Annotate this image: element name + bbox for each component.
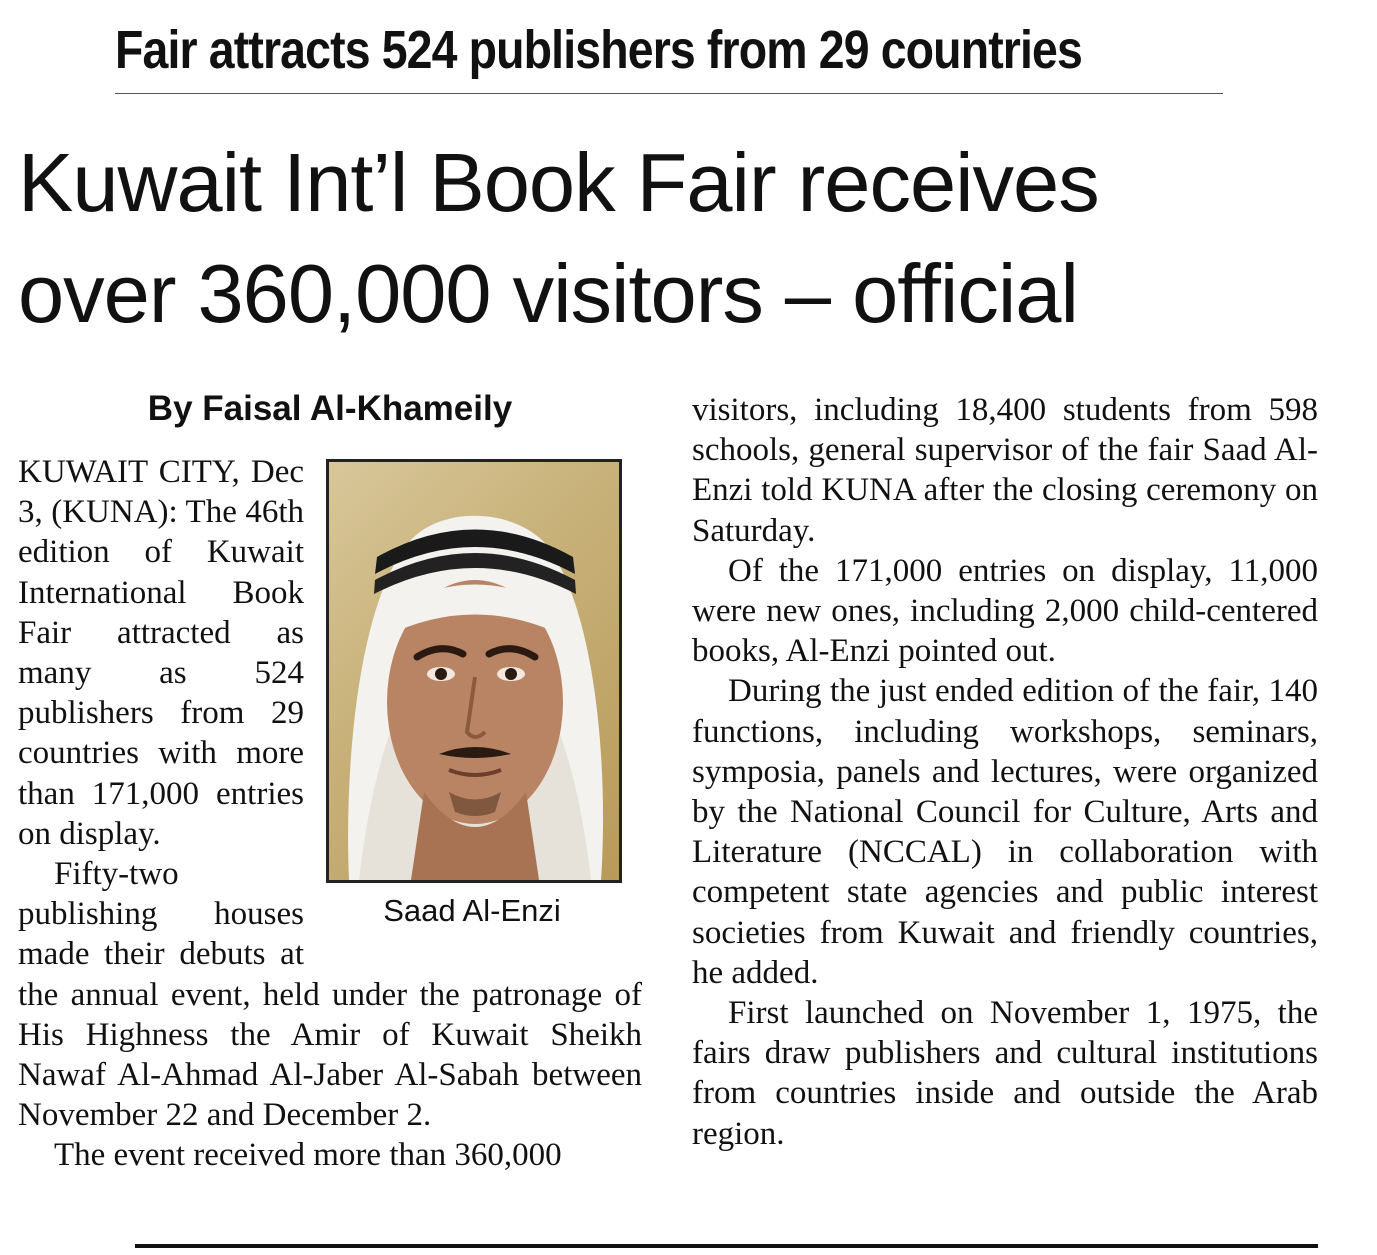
headline-line-2: over 360,000 visitors – official [18,247,1078,340]
photo-caption: Saad Al-Enzi [383,893,561,928]
photo-block [324,459,642,967]
article-column-left [18,452,642,1222]
headline-line-1: Kuwait Int’l Book Fair receives [18,136,1099,229]
paragraph-right-1: visitors, including 18,400 students from 598 schools, general supervisor of the fair Saad Al-Enzi told KUNA after the closing ceremony on Saturday. [692,392,1318,549]
article-column-right [692,390,1318,1220]
portrait-illustration [329,462,619,880]
portrait-photo [326,459,622,883]
paragraph-right-4: First launched on November 1, 1975, the fairs draw publishers and cultural institutions from countries inside and outside the Arab region. [692,995,1318,1152]
bottom-divider [135,1244,1318,1248]
kicker-headline: Fair attracts 524 publishers from 29 countries [115,20,1083,80]
paragraph-right-3: During the just ended edition of the fair, 140 functions, including workshops, seminars, symposia, panels and lectures, were organized by the National Council for Culture, Arts and Literature (NCCAL) in collaboration with competent state agencies and public interest societies from Kuwait and friendly countries, he added. [692,673,1318,991]
paragraph-left-3: The event received more than 360,000 [54,1137,562,1174]
kicker-divider [115,93,1223,94]
paragraph-left-2: Fifty-two publishing houses made their debuts at the annual event, held under the patronage of His Highness the Amir of Kuwait Sheikh Nawaf Al-Ahmad Al-Jaber Al-Sabah between November 22 and December 2. [18,856,642,1134]
paragraph-right-2: Of the 171,000 entries on display, 11,000 were new ones, including 2,000 child-centered books, Al-Enzi pointed out. [692,552,1318,670]
paragraph-left-1: KUWAIT CITY, Dec 3, (KUNA): The 46th edition of Kuwait International Book Fair attracted as many as 524 publishers from 29 countries with more than 171,000 entries on display. [18,454,304,852]
byline: By Faisal Al-Khameily [147,389,513,428]
